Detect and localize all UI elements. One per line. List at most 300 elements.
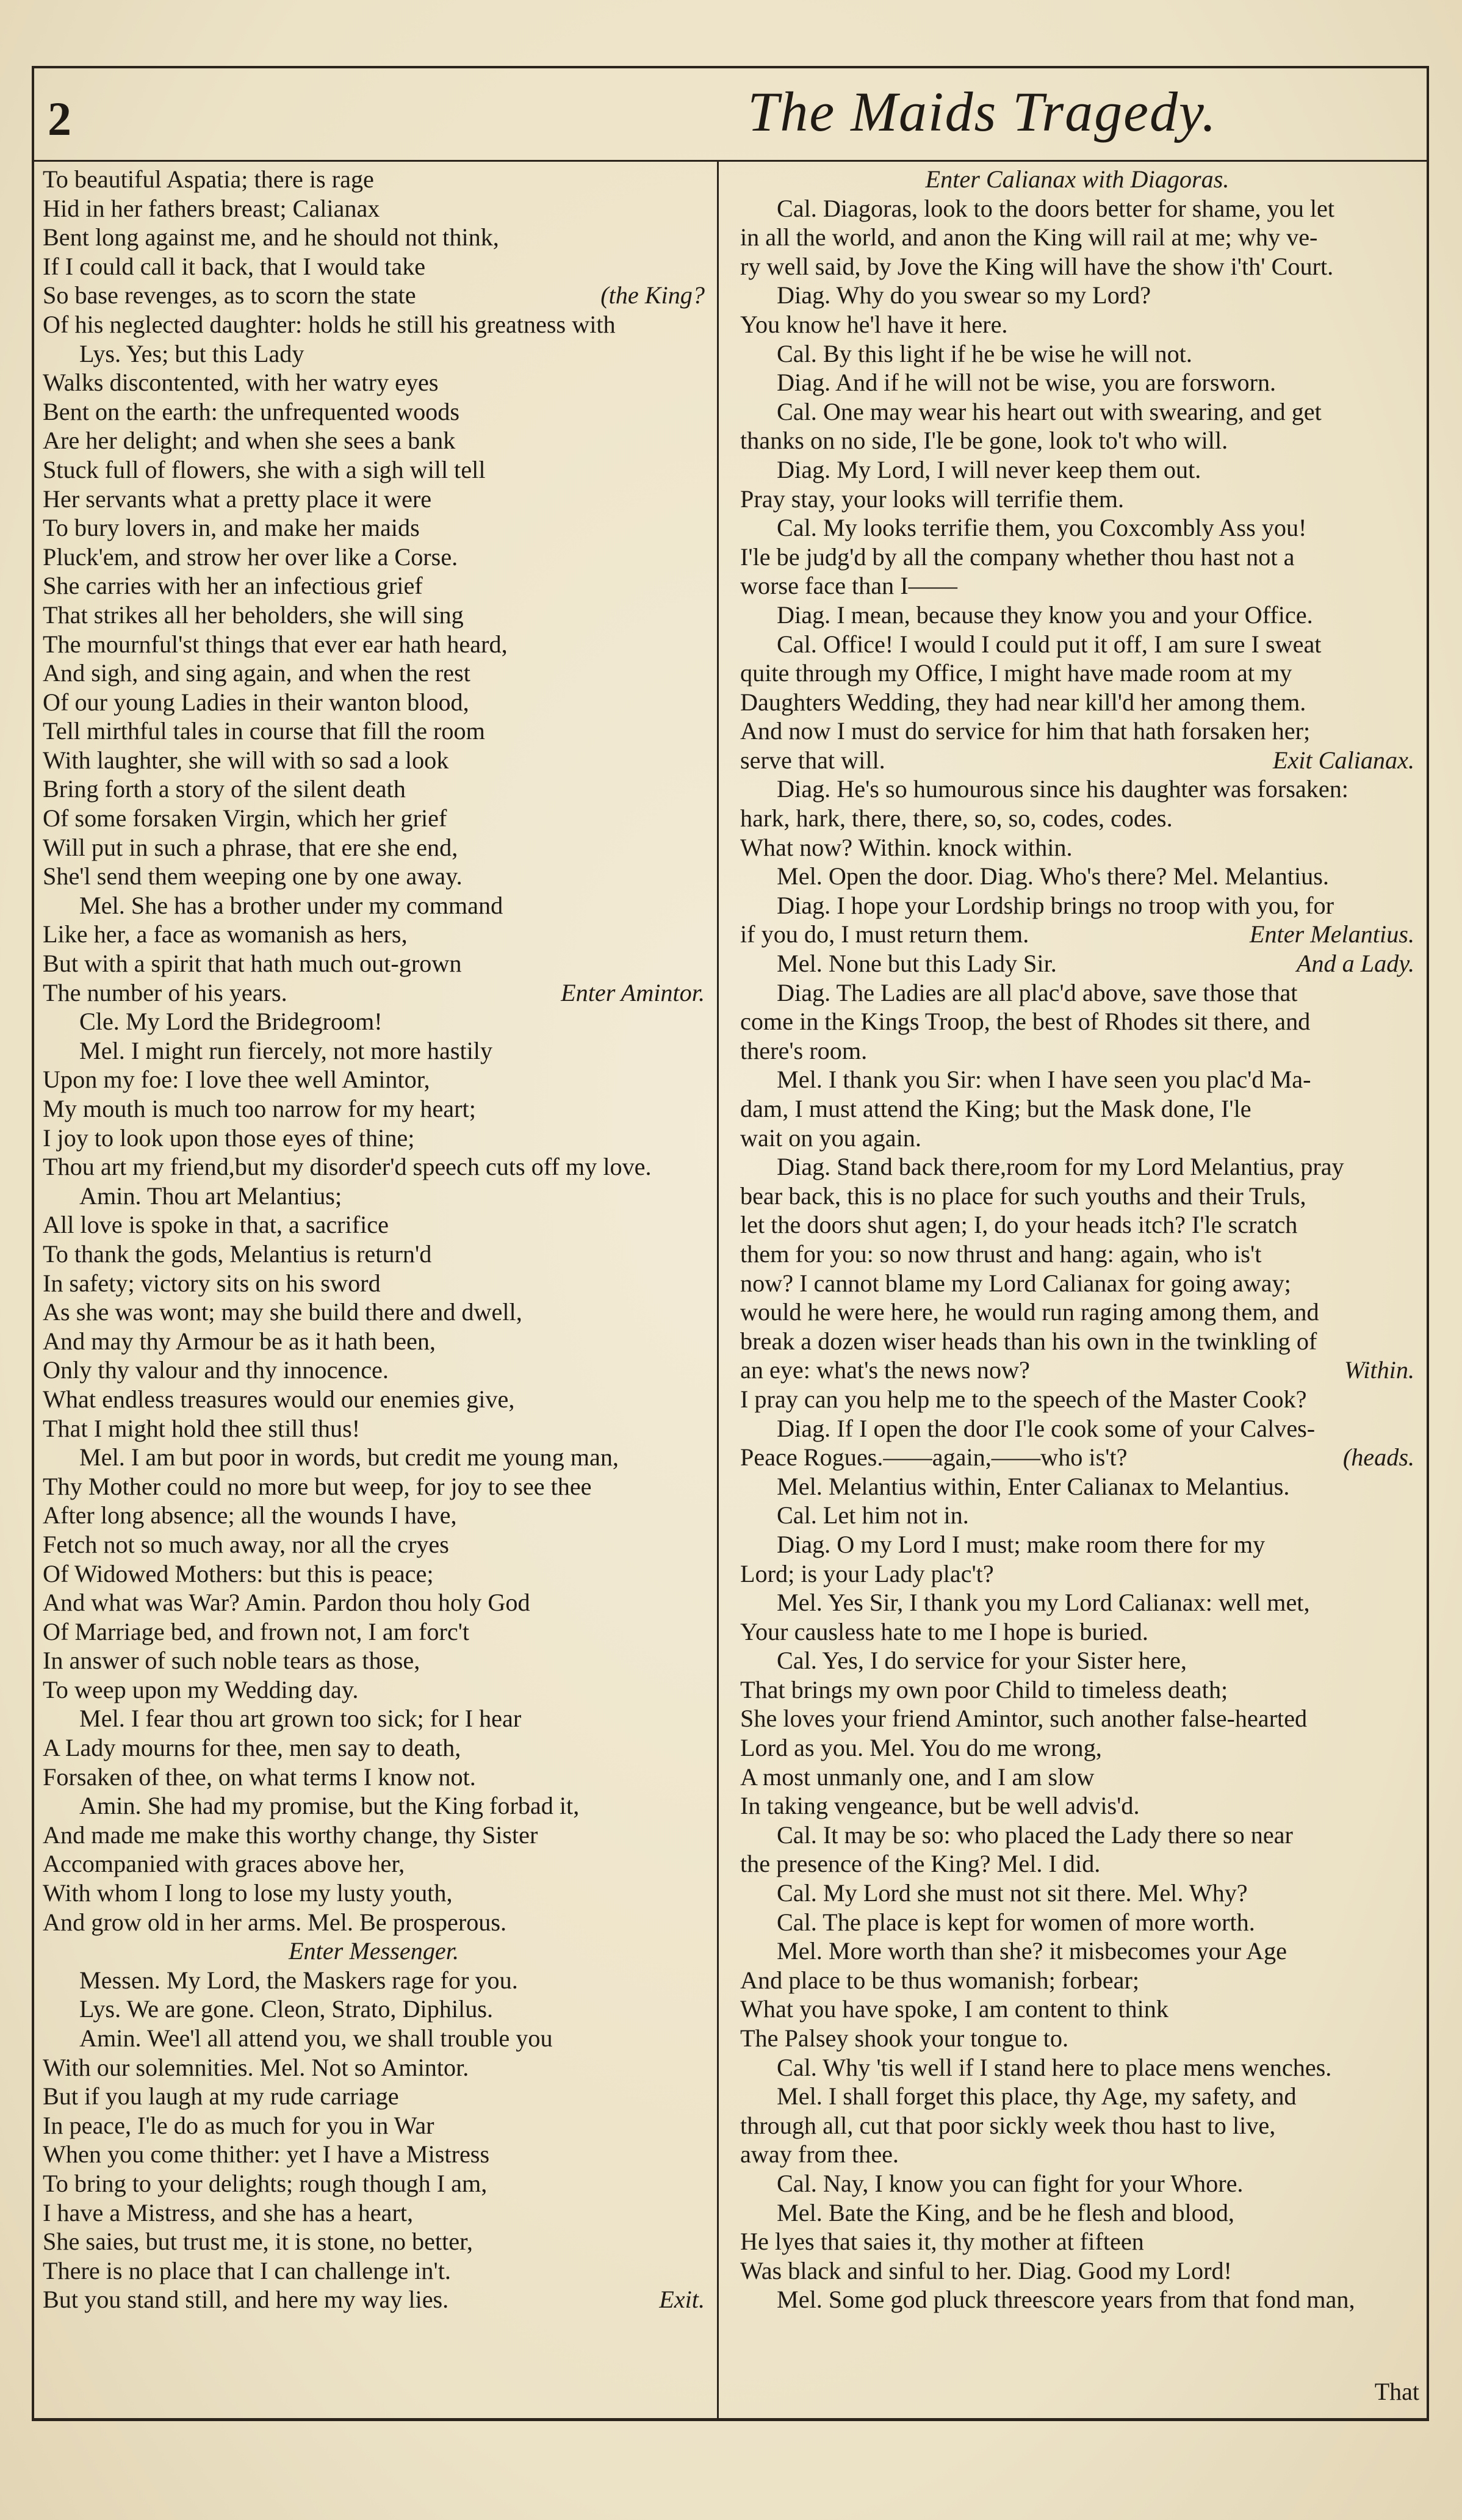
line-text: through all, cut that poor sickly week thou hast to live, [740,2111,1276,2139]
line-text: The mournful'st things that ever ear hath heard, [43,630,508,658]
text-line [740,1733,1414,1763]
text-line [43,2256,705,2286]
line-text: Cal. My Lord she must not sit there. Mel. Why? [777,1879,1248,1907]
line-text: hark, hark, there, there, so, so, codes, codes. [740,804,1173,832]
text-line [740,310,1414,339]
text-line [43,543,705,572]
line-text: As she was wont; may she build there and dwell, [43,1298,522,1326]
stage-direction: Exit Calianax. [1272,746,1414,774]
text-line [740,513,1414,543]
text-line [43,1443,705,1472]
line-text: Cal. The place is kept for women of more worth. [777,1908,1255,1936]
text-line [740,1094,1414,1124]
text-line [43,2111,705,2140]
text-line [740,2198,1414,2228]
text-line [43,2169,705,2198]
line-text: That brings my own poor Child to timeless death; [740,1675,1228,1703]
line-text: Enter Messenger. [288,1937,459,1965]
line-text: Cle. My Lord the Bridegroom! [79,1008,383,1036]
text-line [740,543,1414,572]
line-text: I joy to look upon those eyes of thine; [43,1124,415,1152]
text-line [740,1298,1414,1327]
line-text: Accompanied with graces above her, [43,1850,405,1878]
text-line [740,281,1414,310]
text-line [43,165,705,194]
line-text: worse face than I—— [740,572,957,600]
text-line [43,1588,705,1617]
line-text: would he were here, he would run raging among them, and [740,1298,1319,1326]
line-text: wait on you again. [740,1124,921,1152]
line-text: In answer of such noble tears as those, [43,1647,420,1675]
text-line [740,746,1414,775]
line-text: With laughter, she will with so sad a look [43,746,449,774]
text-line [740,2285,1414,2314]
line-text: I pray can you help me to the speech of the Master Cook? [740,1385,1307,1413]
stage-direction: Within. [1344,1356,1414,1384]
line-text: Of some forsaken Virgin, which her grief [43,804,447,832]
line-text: Hid in her fathers breast; Calianax [43,194,380,222]
text-line [740,1588,1414,1617]
line-text: Walks discontented, with her watry eyes [43,369,439,397]
text-line [43,1733,705,1763]
text-line [740,949,1414,978]
left-text-column [43,165,705,2314]
line-text: Bent long against me, and he should not think, [43,223,499,251]
line-text: Cal. One may wear his heart out with swearing, and get [777,397,1322,425]
line-text: Thou art my friend,but my disorder'd speech cuts off my love. [43,1153,652,1181]
line-text: And sigh, and sing again, and when the rest [43,659,470,687]
text-line [43,1269,705,1298]
right-border-rule [1427,66,1429,2421]
line-text: And grow old in her arms. Mel. Be prosperous. [43,1908,507,1936]
line-text: Cal. It may be so: who placed the Lady there so near [777,1821,1293,1849]
text-line [740,1356,1414,1385]
text-line [43,1007,705,1036]
line-text: Of our young Ladies in their wanton blood, [43,688,469,716]
line-text: I have a Mistress, and she has a heart, [43,2198,414,2226]
line-text: And may thy Armour be as it hath been, [43,1327,436,1355]
line-text: Enter Calianax with Diagoras. [925,165,1230,193]
line-text: Lys. We are gone. Cleon, Strato, Diphilus. [79,1995,494,2023]
text-line [43,1763,705,1792]
text-line [43,862,705,891]
text-line [740,2227,1414,2256]
text-line [740,571,1414,601]
text-line [740,1036,1414,1066]
line-text: Diag. Why do you swear so my Lord? [777,281,1151,309]
line-text: A most unmanly one, and I am slow [740,1763,1095,1791]
text-line [43,1210,705,1240]
text-line [740,1124,1414,1153]
line-text: Her servants what a pretty place it were [43,485,432,513]
line-text: Like her, a face as womanish as hers, [43,920,408,948]
line-text: And place to be thus womanish; forbear; [740,1966,1139,1994]
text-line [43,804,705,833]
text-line [43,1094,705,1124]
line-text: In safety; victory sits on his sword [43,1269,381,1297]
line-text: Cal. Office! I would I could put it off, I am sure I sweat [777,630,1322,658]
line-text: What you have spoke, I am content to think [740,1995,1169,2023]
line-text: That strikes all her beholders, she will sing [43,601,464,629]
line-text: To weep upon my Wedding day. [43,1675,359,1703]
line-text: Mel. I shall forget this place, thy Age, my safety, and [777,2082,1297,2110]
line-text: She'l send them weeping one by one away. [43,862,463,890]
text-line [740,2256,1414,2286]
text-line [740,1327,1414,1356]
text-line [43,978,705,1008]
text-line [43,949,705,978]
line-text: Cal. Diagoras, look to the doors better for shame, you let [777,194,1335,222]
text-line [740,397,1414,427]
line-text: The number of his years. [43,978,287,1006]
text-line [740,1385,1414,1414]
text-line [43,397,705,427]
text-line [740,1646,1414,1675]
text-line [740,1007,1414,1036]
text-line [740,978,1414,1008]
line-text: let the doors shut agen; I, do your heads itch? I'le scratch [740,1211,1298,1239]
stage-direction: (the King? [600,281,705,309]
line-text: After long absence; all the wounds I have, [43,1501,457,1529]
text-line [740,339,1414,369]
line-text: To bring to your delights; rough though I am, [43,2169,488,2197]
stage-direction: Enter Melantius. [1249,920,1414,948]
text-line [740,1414,1414,1443]
line-text: To beautiful Aspatia; there is rage [43,165,374,193]
column-divider-rule [717,162,719,2420]
bottom-rule [32,2418,1429,2421]
text-line [740,1821,1414,1850]
line-text: break a dozen wiser heads than his own in the twinkling of [740,1327,1317,1355]
line-text: away from thee. [740,2140,899,2168]
line-text: What now? Within. knock within. [740,833,1073,861]
line-text: She saies, but trust me, it is stone, no better, [43,2228,473,2256]
text-line [43,426,705,455]
text-line [740,2082,1414,2111]
text-line [740,1908,1414,1937]
line-text: A Lady mourns for thee, men say to death, [43,1734,461,1762]
text-line [740,862,1414,891]
header-rule [32,160,1429,162]
text-line [43,2024,705,2053]
text-line [740,688,1414,717]
text-line [43,1617,705,1647]
text-line [740,194,1414,223]
text-line [43,1124,705,1153]
text-line [43,1298,705,1327]
line-text: Lys. Yes; but this Lady [79,339,304,367]
text-line [740,1791,1414,1821]
text-line [43,1704,705,1733]
line-text: He lyes that saies it, thy mother at fifteen [740,2228,1144,2256]
line-text: if you do, I must return them. [740,920,1029,948]
left-border-rule [32,66,34,2421]
line-text: Lord; is your Lady plac't? [740,1559,994,1587]
text-line [43,2285,705,2314]
stage-direction: Exit. [659,2286,705,2314]
line-text: What endless treasures would our enemies give, [43,1385,515,1413]
line-text: Upon my foe: I love thee well Amintor, [43,1066,430,1094]
text-line [740,1152,1414,1182]
text-line [740,920,1414,949]
line-text: now? I cannot blame my Lord Calianax for going away; [740,1269,1291,1297]
top-rule [32,66,1429,68]
line-text: Messen. My Lord, the Maskers rage for you. [79,1966,518,1994]
text-line [43,1559,705,1589]
text-line [740,2169,1414,2198]
line-text: Amin. Thou art Melantius; [79,1182,342,1210]
line-text: Of his neglected daughter: holds he still his greatness with [43,310,616,338]
text-line [43,485,705,514]
line-text: Cal. By this light if he be wise he will not. [777,339,1192,367]
text-line [740,252,1414,281]
line-text: To bury lovers in, and make her maids [43,514,420,542]
line-text: Your causless hate to me I hope is buried. [740,1617,1148,1645]
text-line [43,688,705,717]
line-text: Forsaken of thee, on what terms I know not. [43,1763,476,1791]
line-text: Diag. He's so humourous since his daughter was forsaken: [777,775,1349,803]
text-line [43,1385,705,1414]
text-line [43,1966,705,1995]
text-line [43,746,705,775]
stage-direction: Enter Amintor. [561,978,705,1006]
text-line [43,1240,705,1269]
text-line [43,774,705,804]
line-text: the presence of the King? Mel. I did. [740,1850,1101,1878]
line-text: Mel. Melantius within, Enter Calianax to Melantius. [777,1472,1290,1500]
line-text: Pluck'em, and strow her over like a Corse. [43,543,458,571]
line-text: Cal. Nay, I know you can fight for your Whore. [777,2169,1244,2197]
line-text: My mouth is much too narrow for my heart; [43,1095,476,1122]
line-text: Amin. She had my promise, but the King forbad it, [79,1792,580,1820]
text-line [43,1501,705,1530]
text-line [43,252,705,281]
line-text: Amin. Wee'l all attend you, we shall trouble you [79,2024,553,2052]
line-text: Cal. Yes, I do service for your Sister here, [777,1647,1187,1675]
text-line [740,2140,1414,2169]
stage-direction: (heads. [1342,1443,1414,1471]
text-line [740,455,1414,485]
text-line [740,1617,1414,1647]
line-text: With our solemnities. Mel. Not so Amintor. [43,2053,469,2081]
text-line [740,1443,1414,1472]
line-text: Lord as you. Mel. You do me wrong, [740,1734,1102,1762]
line-text: She loves your friend Amintor, such another false-hearted [740,1705,1308,1733]
line-text: And what was War? Amin. Pardon thou holy God [43,1589,530,1617]
line-text: thanks on no side, I'le be gone, look to't who will. [740,427,1228,455]
text-line [43,1530,705,1559]
text-line [43,920,705,949]
line-text: All love is spoke in that, a sacrifice [43,1211,389,1239]
line-text: an eye: what's the news now? [740,1356,1030,1384]
text-line [740,165,1414,194]
text-line [740,774,1414,804]
text-line [740,426,1414,455]
text-line [740,485,1414,514]
text-line [43,1356,705,1385]
line-text: them for you: so now thrust and hang: again, who is't [740,1240,1262,1268]
text-line [43,2227,705,2256]
line-text: She carries with her an infectious grief [43,572,423,600]
text-line [740,1065,1414,1094]
line-text: Bring forth a story of the silent death [43,775,406,803]
line-text: Mel. I thank you Sir: when I have seen you plac'd Ma- [777,1066,1311,1094]
line-text: Mel. I am but poor in words, but credit me young man, [79,1443,619,1471]
text-line [43,1414,705,1443]
line-text: With whom I long to lose my lusty youth, [43,1879,453,1907]
page-number: 2 [48,92,71,145]
text-line [740,2053,1414,2082]
line-text: To thank the gods, Melantius is return'd [43,1240,432,1268]
line-text: When you come thither: yet I have a Mistress [43,2140,490,2168]
text-line [43,310,705,339]
text-line [43,194,705,223]
line-text: Pray stay, your looks will terrifie them. [740,485,1125,513]
line-text: Diag. Stand back there,room for my Lord Melantius, pray [777,1153,1344,1181]
text-line [43,1849,705,1879]
text-line [740,368,1414,397]
text-line [43,2140,705,2169]
text-line [740,2024,1414,2053]
text-line [740,1530,1414,1559]
text-line [740,717,1414,746]
line-text: Mel. None but this Lady Sir. [777,950,1057,978]
line-text: ry well said, by Jove the King will have the show i'th' Court. [740,252,1334,280]
line-text: Diag. O my Lord I must; make room there for my [777,1530,1266,1558]
text-line [43,1472,705,1501]
text-line [43,891,705,920]
line-text: Cal. My looks terrifie them, you Coxcombly Ass you! [777,514,1307,542]
text-line [43,1791,705,1821]
text-line [740,1210,1414,1240]
text-line [43,368,705,397]
line-text: But with a spirit that hath much out-grown [43,950,462,978]
text-line [740,1763,1414,1792]
text-line [43,2053,705,2082]
text-line [740,630,1414,659]
line-text: Tell mirthful tales in course that fill the room [43,717,485,745]
text-line [740,833,1414,862]
text-line [43,1065,705,1094]
text-line [43,1327,705,1356]
line-text: Only thy valour and thy innocence. [43,1356,389,1384]
line-text: dam, I must attend the King; but the Mask done, I'le [740,1095,1251,1122]
text-line [43,1675,705,1705]
line-text: Are her delight; and when she sees a bank [43,427,456,455]
line-text: Bent on the earth: the unfrequented woods [43,397,459,425]
text-line [43,717,705,746]
text-line [740,1937,1414,1966]
line-text: If I could call it back, that I would take [43,252,426,280]
text-line [43,1646,705,1675]
text-line [43,571,705,601]
line-text: But if you laugh at my rude carriage [43,2082,399,2110]
text-line [43,281,705,310]
text-line [43,1036,705,1066]
text-line [43,2198,705,2228]
right-text-column [740,165,1414,2314]
line-text: Mel. Open the door. Diag. Who's there? Mel. Melantius. [777,862,1329,890]
line-text: Thy Mother could no more but weep, for joy to see thee [43,1472,592,1500]
running-title: The Maids Tragedy. [747,81,1217,143]
line-text: Mel. Bate the King, and be he flesh and blood, [777,2198,1234,2226]
text-line [740,804,1414,833]
text-line [740,1501,1414,1530]
text-line [43,1937,705,1966]
line-text: Diag. My Lord, I will never keep them out. [777,455,1201,483]
line-text: But you stand still, and here my way lies. [43,2286,449,2314]
text-line [740,1966,1414,1995]
text-line [43,2082,705,2111]
text-line [740,1995,1414,2024]
line-text: You know he'l have it here. [740,310,1008,338]
text-line [740,1704,1414,1733]
line-text: quite through my Office, I might have made room at my [740,659,1292,687]
line-text: Cal. Let him not in. [777,1501,969,1529]
text-line [43,659,705,688]
text-line [43,339,705,369]
line-text: Will put in such a phrase, that ere she end, [43,833,458,861]
text-line [43,513,705,543]
line-text: Peace Rogues.——again,——who is't? [740,1443,1128,1471]
line-text: in all the world, and anon the King will rail at me; why ve- [740,223,1318,251]
line-text: Diag. The Ladies are all plac'd above, save those that [777,978,1298,1006]
line-text: Mel. I fear thou art grown too sick; for I hear [79,1705,522,1733]
text-line [43,1152,705,1182]
text-line [740,1182,1414,1211]
line-text: There is no place that I can challenge in't. [43,2256,451,2284]
text-line [740,2111,1414,2140]
text-line [740,1559,1414,1589]
line-text: Stuck full of flowers, she with a sigh will tell [43,455,486,483]
text-line [43,601,705,630]
stage-direction: And a Lady. [1296,950,1414,978]
line-text: Diag. I hope your Lordship brings no troop with you, for [777,891,1334,919]
line-text: there's room. [740,1036,868,1064]
line-text: I'le be judg'd by all the company whether thou hast not a [740,543,1295,571]
text-line [43,223,705,252]
text-line [740,1879,1414,1908]
text-line [740,1269,1414,1298]
line-text: Of Widowed Mothers: but this is peace; [43,1559,434,1587]
text-line [43,1182,705,1211]
text-line [43,630,705,659]
line-text: Mel. Some god pluck threescore years from that fond man, [777,2286,1355,2314]
text-line [740,223,1414,252]
line-text: And made me make this worthy change, thy Sister [43,1821,538,1849]
catchword: That [1374,2378,1419,2405]
line-text: Of Marriage bed, and frown not, I am forc't [43,1617,470,1645]
line-text: In taking vengeance, but be well advis'd. [740,1792,1140,1820]
line-text: So base revenges, as to scorn the state [43,281,416,309]
line-text: come in the Kings Troop, the best of Rhodes sit there, and [740,1008,1311,1036]
line-text: Mel. I might run fiercely, not more hastily [79,1036,493,1064]
text-line [43,1995,705,2024]
line-text: Mel. More worth than she? it misbecomes your Age [777,1937,1287,1965]
line-text: Mel. Yes Sir, I thank you my Lord Calianax: well met, [777,1589,1310,1617]
line-text: The Palsey shook your tongue to. [740,2024,1068,2052]
line-text: Daughters Wedding, they had near kill'd her among them. [740,688,1306,716]
line-text: Cal. Why 'tis well if I stand here to place mens wenches. [777,2053,1332,2081]
text-line [43,1879,705,1908]
text-line [740,1675,1414,1705]
line-text: In peace, I'le do as much for you in War [43,2111,434,2139]
line-text: Mel. She has a brother under my command [79,891,503,919]
text-line [43,833,705,862]
text-line [43,1821,705,1850]
line-text: Diag. If I open the door I'le cook some of your Calves- [777,1414,1316,1442]
line-text: Was black and sinful to her. Diag. Good my Lord! [740,2256,1232,2284]
